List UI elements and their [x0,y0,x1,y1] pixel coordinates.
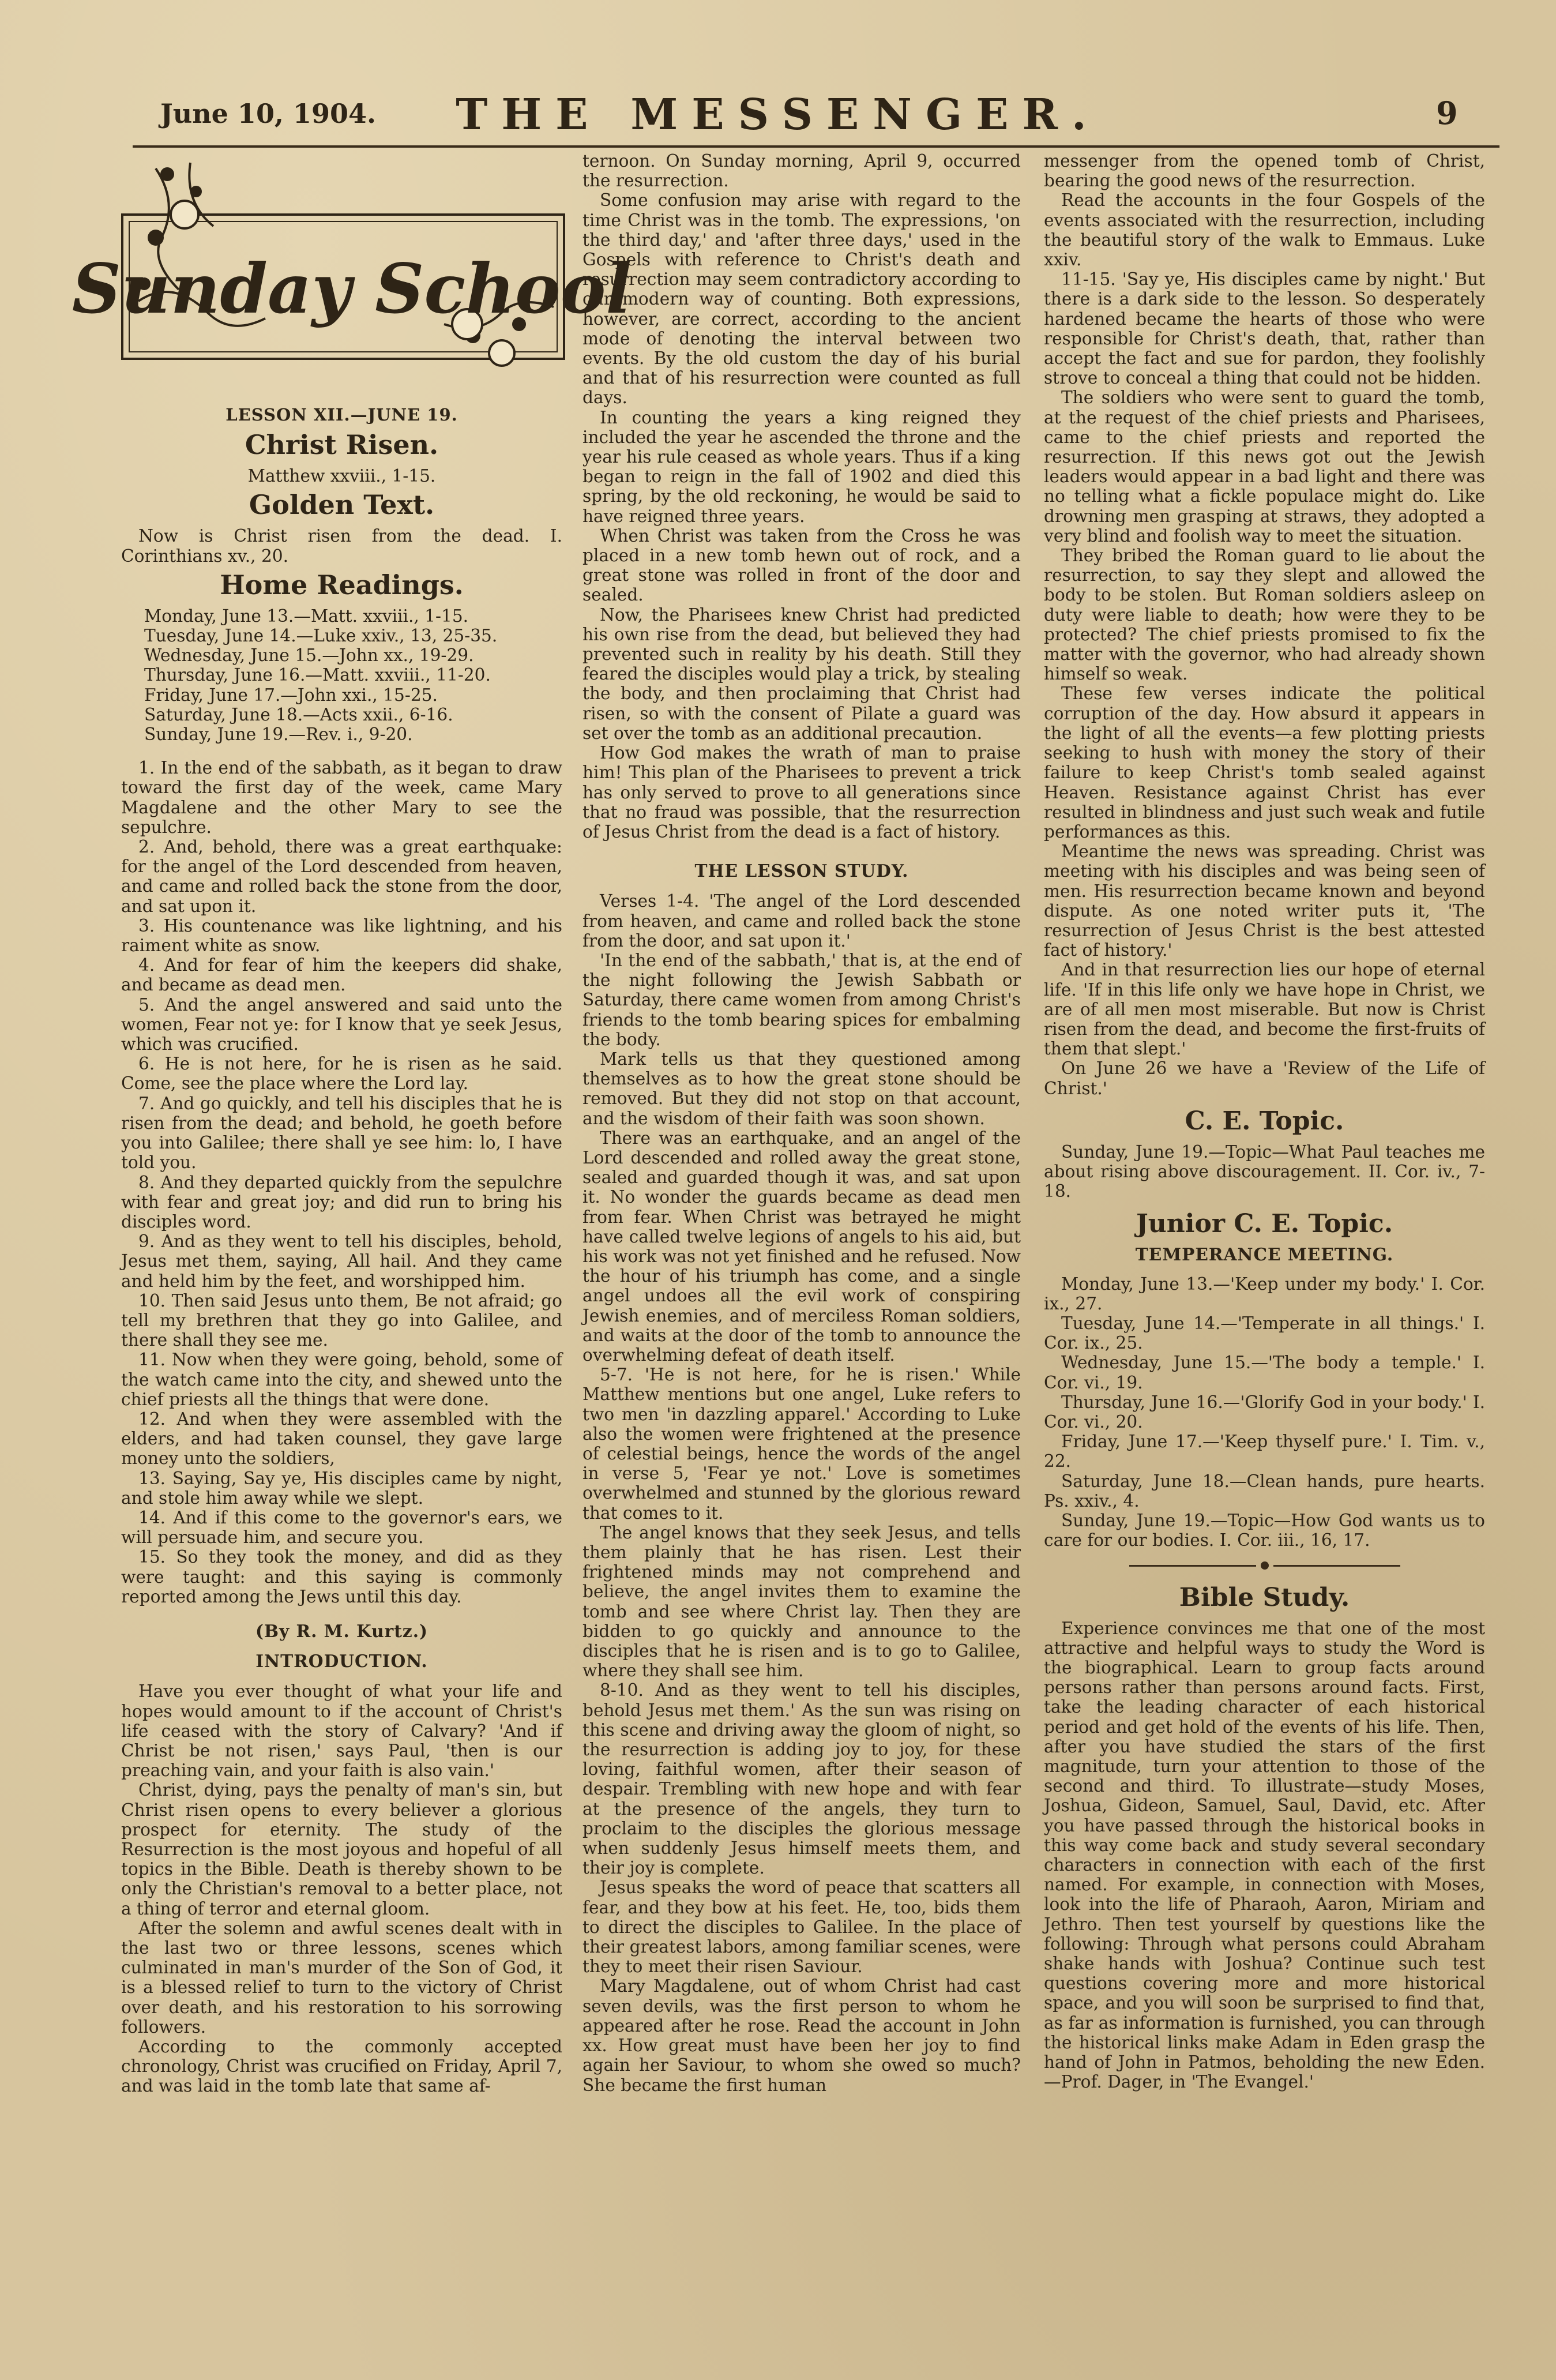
junior-topic-item: Monday, June 13.—'Keep under my body.' I. Cor. ix., 27. [1044,1274,1485,1313]
golden-text: Now is Christ risen from the dead. I. Corinthians xv., 20. [121,526,562,566]
verse: 15. So they took the money, and did as they were taught: and this saying is commonly reported among the Jews until this day. [121,1547,562,1606]
body-paragraph: And in that resurrection lies our hope of eternal life. 'If in this life only we have hope in Christ, we are of all men most miserable. But now is Christ risen from the dead, and become the first-fruits of them that slept.' [1044,960,1485,1059]
verse: 13. Saying, Say ye, His disciples came by night, and stole him away while we slept. [121,1468,562,1508]
reading-item: Friday, June 17.—John xxi., 15-25. [144,685,438,705]
junior-topic-item: Saturday, June 18.—Clean hands, pure hearts. Ps. xxiv., 4. [1044,1471,1485,1511]
body-paragraph: messenger from the opened tomb of Christ, bearing the good news of the resurrection. [1044,151,1485,191]
home-readings-heading: Home Readings. [220,569,464,600]
body-paragraph: These few verses indicate the political corruption of the day. How absurd it appears in the light of all the events—a few plotting priests seeking to hush with money the story of their failure to keep Christ's tomb sealed against Heaven. Resistance against Christ has ever resulted in blindness and just such weak and futile performances as this. [1044,684,1485,842]
body-paragraph: Verses 1-4. 'The angel of the Lord descended from heaven, and came and rolled back the stone from the door, and sat upon it.' [582,891,1021,951]
lesson-reference: Matthew xxviii., 1-15. [247,466,436,486]
masthead [0,87,1556,138]
reading-item: Wednesday, June 15.—John xx., 19-29. [144,645,474,666]
verse: 10. Then said Jesus unto them, Be not afraid; go tell my brethren that they go into Galilee, and there shall they see me. [121,1290,562,1350]
issue-date: June 10, 1904. [160,98,377,129]
junior-topics-list [1044,1274,1485,1551]
reading-item: Monday, June 13.—Matt. xxviii., 1-15. [144,606,469,626]
verse: 7. And go quickly, and tell his disciples that he is risen from the dead; and behold, he goeth before you into Galilee; there shall ye see him: lo, I have told you. [121,1093,562,1173]
introduction-heading: INTRODUCTION. [255,1651,428,1672]
reading-item: Saturday, June 18.—Acts xxii., 6-16. [144,704,453,724]
newspaper-title: THE MESSENGER. [456,90,1100,140]
column-3 [1044,151,1485,2092]
lesson-title: Christ Risen. [245,429,439,461]
body-paragraph: Some confusion may arise with regard to the time Christ was in the tomb. The expressions, 'on the third day,' and 'after three days,' used in the Gospels with reference to Christ's death and resurrection may seem contradictory according to our modern way of counting. Both expressions, however, are correct, according to the ancient mode of denoting the interval between two events. By the old custom the day of his burial and that of his resurrection were counted as full days. [582,190,1021,408]
intro-paragraph: Christ, dying, pays the penalty of man's sin, but Christ risen opens to every believer a glorious prospect for eternity. The study of the Resurrection is the most joyous and hopeful of all topics in the Bible. Death is thereby shown to be only the Christian's removal to a better place, not a thing of terror and eternal gloom. [121,1780,562,1919]
reading-item: Thursday, June 16.—Matt. xxviii., 11-20. [144,665,491,685]
reading-item: Tuesday, June 14.—Luke xxiv., 13, 25-35. [144,626,498,646]
body-paragraph: The soldiers who were sent to guard the tomb, at the request of the chief priests and Pharisees, came to the chief priests and reported the resurrection. If this news got out the Jewish leaders would appear in a bad light and there was no telling what a fickle populace might do. Like drowning men grasping at straws, they adopted a very blind and foolish way to meet the situation. [1044,388,1485,546]
sunday-school-emblem [72,151,632,382]
intro-paragraph: According to the commonly accepted chronology, Christ was crucified on Friday, April 7, and was laid in the tomb late that same af- [121,2037,562,2096]
page-number: 9 [1436,95,1458,132]
scripture-verses [121,758,562,1606]
body-paragraph: ternoon. On Sunday morning, April 9, occurred the resurrection. [582,151,1021,191]
bible-study-text: Experience convinces me that one of the most attractive and helpful ways to study the Word is the biographical. Learn to group facts around persons rather than persons around facts. First, take the leading character of each historical period and get hold of the events of his life. Then, after you have studied the stars of the first magnitude, turn your attention to those of the second and third. To illustrate—study Moses, Joshua, Gideon, Samuel, Saul, David, etc. After you have passed through the historical books in this way come back and study several secondary characters in connection with each of the first named. For example, in connection with Moses, look into the life of Pharaoh, Aaron, Miriam and Jethro. Then test yourself by questions like the following: Through what persons could Abraham shake hands with Joshua? Continue such test questions covering more and more historical space, and you will soon be surprised to find that, as far as information is furnished, you can through the historical links make Adam in Eden grasp the hand of John in Patmos, beholding the new Eden.—Prof. Dager, in 'The Evangel.' [1044,1618,1485,2092]
body-paragraph: 5-7. 'He is not here, for he is risen.' While Matthew mentions but one angel, Luke refers to two men 'in dazzling apparel.' According to Luke also the women were frightened at the presence of celestial beings, hence the words of the angel in verse 5, 'Fear ye not.' Love is sometimes overwhelmed and stunned by the glorious reward that comes to it. [582,1365,1021,1523]
verse: 1. In the end of the sabbath, as it began to draw toward the first day of the week, came Mary Magdalene and the other Mary to see the sepulchre. [121,758,562,837]
column-2 [582,151,1021,2095]
body-paragraph: Now, the Pharisees knew Christ had predicted his own rise from the dead, but believed they had prevented such in reality by his death. Still they feared the disciples would play a trick, by stealing the body, and then proclaiming that Christ had risen, so with the consent of Pilate a guard was set over the tomb as an additional precaution. [582,605,1021,743]
body-paragraph: 'In the end of the sabbath,' that is, at the end of the night following the Jewish Sabbath or Saturday, there came women from among Christ's friends to the tomb bearing spices for embalming the body. [582,950,1021,1049]
section-divider [1044,1555,1485,1574]
lesson-study-heading: THE LESSON STUDY. [694,861,909,881]
verse: 4. And for fear of him the keepers did shake, and became as dead men. [121,955,562,995]
body-paragraph: They bribed the Roman guard to lie about the resurrection, to say they slept and allowed the body to be stolen. But Roman soldiers asleep on duty were liable to death; how were they to be protected? The chief priests promised to fix the matter with the governor, who had already shown himself so weak. [1044,546,1485,684]
body-paragraph: Meantime the news was spreading. Christ was meeting with his disciples and was being seen of men. His resurrection became known and beyond dispute. As one noted writer puts it, 'The resurrection of Jesus Christ is the best attested fact of history.' [1044,842,1485,960]
bible-study-heading: Bible Study. [1179,1582,1350,1612]
byline: (By R. M. Kurtz.) [255,1620,429,1641]
temperance-meeting-heading: TEMPERANCE MEETING. [1135,1244,1394,1265]
verse: 11. Now when they were going, behold, some of the watch came into the city, and shewed unto the chief priests all the things that were done. [121,1350,562,1409]
body-paragraph: On June 26 we have a 'Review of the Life of Christ.' [1044,1058,1485,1098]
home-readings-list [121,606,562,744]
verse: 8. And they departed quickly from the sepulchre with fear and great joy; and did run to bring his disciples word. [121,1172,562,1232]
junior-topic-item: Thursday, June 16.—'Glorify God in your body.' I. Cor. vi., 20. [1044,1392,1485,1432]
body-paragraph: There was an earthquake, and an angel of the Lord descended and rolled away the great stone, sealed and guarded though it was, and sat upon it. No wonder the guards became as dead men from fear. When Christ was betrayed he might have called twelve legions of angels to his aid, but his work was not yet finished and he refused. Now the hour of his triumph has come, and a single angel undoes all the evil work of conspiring Jewish enemies, and of merciless Roman soldiers, and waits at the door of the tomb to announce the overwhelming defeat of death itself. [582,1128,1021,1365]
body-paragraph: 11-15. 'Say ye, His disciples came by night.' But there is a dark side to the lesson. So desperately hardened became the hearts of those who were responsible for Christ's death, that, rather than accept the fact and sue for pardon, they foolishly strove to conceal a thing that could not be hidden. [1044,269,1485,388]
body-paragraph: Jesus speaks the word of peace that scatters all fear, and they bow at his feet. He, too, bids them to direct the disciples to Galilee. In the place of their greatest labors, among familiar scenes, were they to meet their risen Saviour. [582,1878,1021,1977]
lesson-number: LESSON XII.—JUNE 19. [225,405,458,425]
body-paragraph: Mary Magdalene, out of whom Christ had cast seven devils, was the first person to whom he appeared after he rose. Read the account in John xx. How great must have been her joy to find again her Saviour, to whom she owed so much? She became the first human [582,1976,1021,2095]
verse: 14. And if this come to the governor's ears, we will persuade him, and secure you. [121,1507,562,1548]
body-paragraph: The angel knows that they seek Jesus, and tells them plainly that he has risen. Lest their frightened minds may not comprehend and believe, the angel invites them to examine the tomb and see where Christ lay. Then they are bidden to go quickly and announce to the disciples that he is risen and is to go to Galilee, where they shall see him. [582,1522,1021,1681]
body-paragraph: Read the accounts in the four Gospels of the events associated with the resurrection, including the beautiful story of the walk to Emmaus. Luke xxiv. [1044,190,1485,270]
sunday-school-logo [72,151,632,382]
body-paragraph: In counting the years a king reigned they included the year he ascended the throne and the year his rule ceased as whole years. Thus if a king began to reign in the fall of 1902 and died this spring, by the old reckoning, he would be said to have reigned three years. [582,407,1021,526]
verse: 9. And as they went to tell his disciples, behold, Jesus met them, saying, All hail. And they came and held him by the feet, and worshipped him. [121,1232,562,1291]
body-paragraph: Mark tells us that they questioned among themselves as to how the great stone should be removed. But they did not stop on that account, and the wisdom of their faith was soon shown. [582,1049,1021,1128]
verse: 2. And, behold, there was a great earthquake: for the angel of the Lord descended from heaven, and came and rolled back the stone from the door, and sat upon it. [121,837,562,916]
intro-paragraph: Have you ever thought of what your life and hopes would amount to if the account of Christ's life ceased with the story of Calvary? 'And if Christ be not risen,' says Paul, 'then is our preaching vain, and your faith is also vain.' [121,1681,562,1781]
junior-topic-item: Wednesday, June 15.—'The body a temple.' I. Cor. vi., 19. [1044,1353,1485,1392]
reading-item: Sunday, June 19.—Rev. i., 9-20. [144,724,413,745]
golden-text-heading: Golden Text. [249,489,435,521]
column-1 [72,151,632,2096]
body-paragraph: 8-10. And as they went to tell his disciples, behold Jesus met them.' As the sun was rising on this scene and driving away the gloom of night, so the resurrection is adding joy to joy, for these loving, faithful women, after their season of despair. Trembling with new hope and with fear at the presence of the angels, they turn to proclaim to the disciples the glorious message when suddenly Jesus himself meets them, and their joy is complete. [582,1680,1021,1878]
verse: 6. He is not here, for he is risen as he said. Come, see the place where the Lord lay. [121,1054,562,1094]
junior-topic-item: Sunday, June 19.—Topic—How God wants us to care for our bodies. I. Cor. iii., 16, 17. [1044,1511,1485,1551]
verse: 5. And the angel answered and said unto the women, Fear not ye: for I know that ye seek Jesus, which was crucified. [121,994,562,1054]
intro-paragraph: After the solemn and awful scenes dealt with in the last two or three lessons, scenes which culminated in man's murder of the Son of God, it is a blessed relief to turn to the victory of Christ over death, and his restoration to his sorrowing followers. [121,1918,562,2037]
body-paragraph: How God makes the wrath of man to praise him! This plan of the Pharisees to prevent a trick has only served to prove to all generations since that no fraud was possible, that the resurrection of Jesus Christ from the dead is a fact of history. [582,743,1021,842]
verse: 12. And when they were assembled with the elders, and had taken counsel, they gave large money unto the soldiers, [121,1409,562,1469]
ce-topic-heading: C. E. Topic. [1185,1106,1344,1136]
verse: 3. His countenance was like lightning, and his raiment white as snow. [121,915,562,956]
junior-ce-topic-heading: Junior C. E. Topic. [1136,1209,1393,1239]
ce-topic-text: Sunday, June 19.—Topic—What Paul teaches me about rising above discouragement. II. Cor. iv., 7-18. [1044,1142,1485,1202]
junior-topic-item: Friday, June 17.—'Keep thyself pure.' I. Tim. v., 22. [1044,1432,1485,1471]
body-paragraph: When Christ was taken from the Cross he was placed in a new tomb hewn out of rock, and a great stone was rolled in front of the door and sealed. [582,525,1021,605]
logo-text: Sunday School [72,249,632,329]
masthead-rule [133,145,1499,148]
junior-topic-item: Tuesday, June 14.—'Temperate in all things.' I. Cor. ix., 25. [1044,1313,1485,1353]
